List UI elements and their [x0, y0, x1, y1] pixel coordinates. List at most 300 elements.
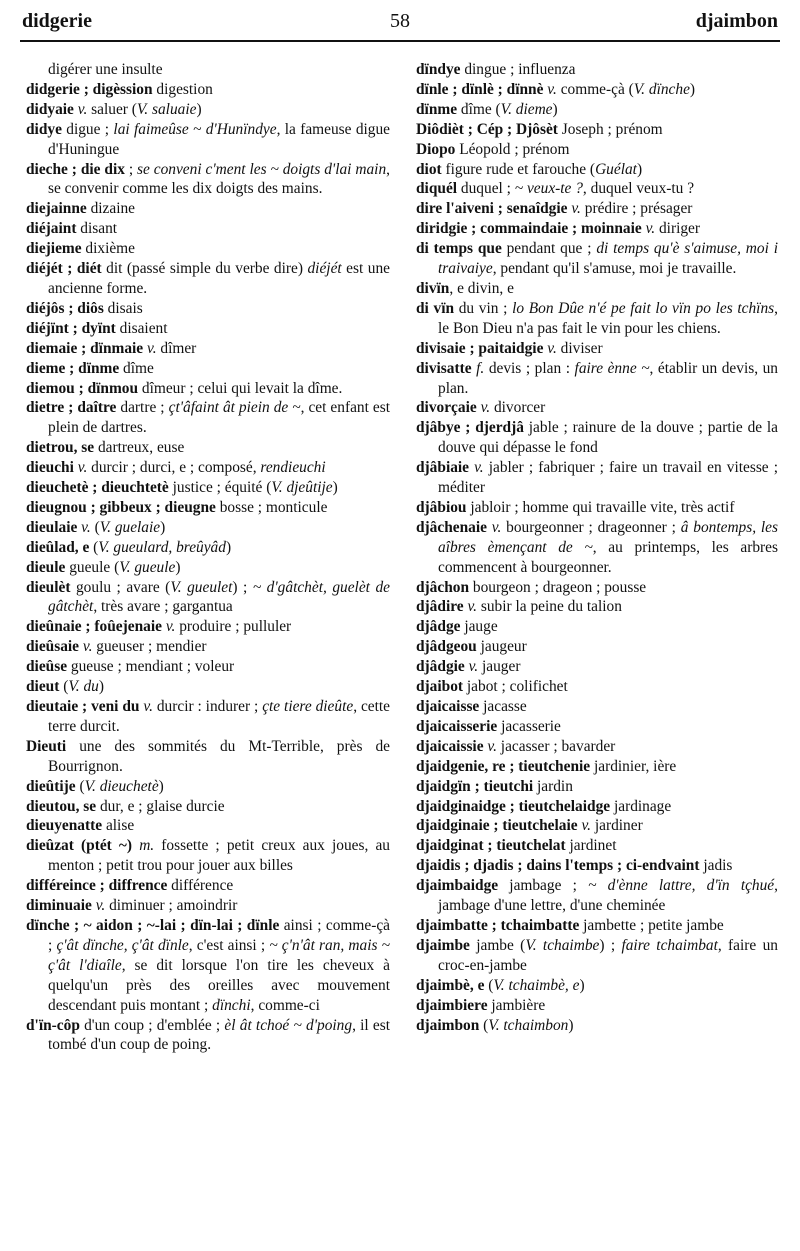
dictionary-entry: [416, 936, 778, 976]
dictionary-entry: [26, 1016, 390, 1056]
headword: djaimbon: [416, 1016, 480, 1034]
example-text: V. gueulard, breûyâd: [98, 538, 226, 556]
dictionary-entry: [416, 498, 778, 518]
dictionary-entry: [26, 578, 390, 618]
definition-text: ) ;: [232, 578, 253, 596]
dictionary-entry: [416, 597, 778, 617]
definition-text: diriger: [655, 220, 701, 238]
dictionary-entry: [416, 359, 778, 399]
definition-text: différence: [167, 877, 234, 895]
dictionary-entry: [26, 219, 390, 239]
definition-text: , e divin, e: [449, 279, 514, 297]
left-column: [26, 60, 390, 1055]
definition-text: est une ancienne forme.: [48, 260, 390, 297]
headword: dieulaie: [26, 518, 78, 536]
headword: diéjïnt ; dyïnt: [26, 319, 116, 337]
example-text: v.: [95, 897, 106, 915]
header-last-word: djaimbon: [695, 10, 778, 32]
dictionary-entry: [416, 876, 778, 916]
example-text: V. du: [68, 678, 99, 696]
definition-text: ): [158, 777, 164, 795]
definition-text: divorcer: [490, 399, 546, 417]
definition-text: bourgeon ; drageon ; pousse: [469, 578, 647, 596]
definition-text: (: [484, 976, 494, 994]
example-text: v.: [547, 339, 557, 357]
headword: dieûtije: [26, 777, 76, 795]
definition-text: gueuse ; mendiant ; voleur: [67, 658, 235, 676]
dictionary-entry: [26, 339, 390, 359]
page-header: [22, 10, 778, 38]
dictionary-entry: [416, 239, 778, 279]
headword: djâdge: [416, 618, 461, 636]
definition-text: , établir un devis, un plan.: [438, 359, 778, 397]
definition-text: Joseph ; prénom: [557, 120, 663, 138]
headword: dieut: [26, 678, 60, 696]
definition-text: , duquel veux-tu ?: [582, 180, 695, 198]
dictionary-entry: [416, 836, 778, 856]
headword: dieugnou ; gibbeux ; dieugne: [26, 498, 216, 516]
definition-text: du vin ;: [454, 299, 513, 317]
headword: djaicaissie: [416, 737, 484, 755]
headword: djaimbe: [416, 936, 470, 954]
definition-text: disaient: [115, 319, 168, 337]
definition-text: , se convenir comme les dix doigts des mains.: [48, 160, 390, 198]
example-text: v.: [77, 459, 88, 477]
right-column: [416, 60, 778, 1035]
headword: djaidgenie, re ; tieutchenie: [416, 757, 591, 775]
dictionary-entry: [416, 339, 778, 359]
example-text: v.: [468, 658, 479, 676]
definition-text: subir la peine du talion: [477, 598, 622, 616]
definition-text: d'un coup ; d'emblée ;: [79, 1016, 225, 1034]
example-text: v.: [491, 518, 502, 536]
definition-text: jacasse: [479, 698, 527, 715]
dictionary-entry: [416, 199, 778, 219]
dictionary-entry: [26, 558, 390, 578]
headword: djâbiou: [416, 498, 467, 516]
dictionary-entry: [416, 120, 778, 140]
example-text: se conveni c'ment les ~ doigts d'lai main: [137, 160, 387, 178]
definition-text: dit (passé simple du verbe dire): [101, 260, 308, 278]
headword: djâchon: [416, 578, 470, 596]
definition-text: , pendant qu'il s'amuse, moi je travaille.: [492, 260, 737, 278]
definition-text: jadis: [699, 857, 733, 875]
dictionary-entry: [416, 617, 778, 637]
dictionary-entry: [416, 717, 778, 737]
headword: djâdgie: [416, 658, 465, 676]
example-text: v.: [487, 737, 497, 755]
definition-text: jauge: [460, 618, 498, 636]
dictionary-entry: [26, 398, 390, 438]
headword: dieutaie ; veni du: [26, 698, 140, 715]
headword: dieûse: [26, 658, 68, 676]
definition-text: ): [160, 518, 166, 536]
definition-text: jaugeur: [476, 638, 527, 656]
example-text: V. djeûtije: [271, 479, 333, 497]
headword: di vïn: [416, 299, 455, 317]
definition-text: jambe (: [469, 936, 526, 954]
headword: didyaie: [26, 100, 74, 118]
example-text: v.: [645, 220, 656, 238]
definition-text: jambage ;: [498, 877, 589, 895]
headword: Dieuti: [26, 737, 67, 755]
headword: dieme ; dïnme: [26, 359, 120, 377]
dictionary-entry: [26, 538, 390, 558]
definition-text: digérer une insulte: [48, 61, 163, 78]
definition-text: ;: [124, 160, 138, 178]
definition-text: durcir : indurer ;: [152, 698, 263, 715]
dictionary-entry: [26, 199, 390, 219]
dictionary-entry: [26, 876, 390, 896]
definition-text: jacasserie: [497, 717, 561, 735]
page-number: 58: [390, 10, 410, 32]
definition-text: saluer (: [87, 100, 137, 118]
dictionary-entry: [416, 80, 778, 100]
headword: divisatte: [416, 359, 472, 377]
headword: dire l'aiveni ; senaîdgie: [416, 200, 568, 218]
definition-text: , il est tombé d'un coup de poing.: [48, 1016, 390, 1054]
definition-text: (: [479, 1016, 489, 1034]
definition-text: alise: [102, 817, 135, 835]
example-text: ~ veux-te ?: [514, 180, 583, 198]
headword: dieuchetè ; dieuchtetè: [26, 479, 169, 497]
headword: di temps que: [416, 240, 502, 258]
definition-text: durcir ; durci, e ; composé,: [87, 459, 261, 477]
dictionary-entry: [416, 578, 778, 598]
definition-text: ): [225, 538, 232, 556]
dictionary-entry: [26, 836, 390, 876]
definition-text: , au printemps, les arbres commencent à bourgeonner.: [438, 538, 778, 576]
headword: didye: [26, 120, 62, 138]
headword: djâdire: [416, 598, 464, 616]
definition-text: bosse ; monticule: [215, 498, 328, 516]
definition-text: , faire un croc-en-jambe: [438, 936, 778, 974]
dictionary-entry: [416, 100, 778, 120]
definition-text: digestion: [152, 80, 213, 98]
dictionary-entry: [26, 697, 390, 737]
dictionary-entry: [416, 60, 778, 80]
definition-text: diminuer ; amoindrir: [105, 897, 238, 915]
dictionary-entry: [26, 916, 390, 1016]
example-text: V. dieuchetè: [84, 777, 159, 795]
definition-text: ): [579, 976, 585, 994]
example-text: dïnchi: [212, 996, 251, 1014]
definition-text: dur, e ; glaise durcie: [96, 797, 225, 815]
definition-text: duquel ;: [457, 180, 515, 198]
definition-text: ): [175, 558, 181, 576]
definition-text: , comme-ci: [250, 996, 320, 1014]
definition-text: figure rude et farouche (: [441, 160, 596, 178]
headword: djaimbatte ; tchaimbatte: [416, 916, 580, 934]
dictionary-entry: [26, 657, 390, 677]
definition-text: ): [196, 100, 202, 118]
dictionary-entry: [416, 458, 778, 498]
dictionary-entry: [26, 299, 390, 319]
headword: dieûsaie: [26, 638, 80, 656]
example-text: v.: [82, 638, 93, 656]
headword: djaicaisserie: [416, 717, 498, 735]
example-text: v.: [474, 459, 484, 477]
definition-text: ): [552, 100, 558, 118]
dictionary-entry: [26, 319, 390, 339]
definition-text: , cette terre durcit.: [48, 698, 390, 735]
definition-text: jardinier, ière: [590, 757, 677, 775]
definition-text: ): [98, 678, 104, 696]
example-text: çt'âfaint ât piein de ~: [168, 399, 301, 417]
headword: djaimbaidge: [416, 877, 499, 895]
example-text: f.: [476, 359, 485, 377]
headword: dieûlad, e: [26, 538, 90, 556]
dictionary-entry: [26, 498, 390, 518]
headword: dieche ; die dix: [26, 160, 125, 178]
example-text: v.: [581, 817, 591, 835]
headword: djaidginaidge ; tieutchelaidge: [416, 797, 611, 815]
example-text: lo Bon Dûe n'é pe fait lo vïn po les tchïns: [512, 299, 775, 317]
dictionary-entry: [416, 518, 778, 578]
dictionary-entry: [26, 797, 390, 817]
dictionary-entry: [26, 80, 390, 100]
headword: diridgie ; commaindaie ; moinnaie: [416, 220, 642, 238]
definition-text: devis ; plan :: [484, 359, 575, 377]
example-text: V. gueule: [119, 558, 176, 576]
definition-text: ): [568, 1016, 574, 1034]
headword: djâchenaie: [416, 518, 487, 536]
dictionary-entry: [26, 677, 390, 697]
dictionary-entry: [26, 120, 390, 160]
example-text: V. gueulet: [170, 578, 233, 596]
dictionary-entry: [416, 916, 778, 936]
dictionary-entry: [26, 518, 390, 538]
example-text: faire ènne ~: [574, 359, 650, 377]
dictionary-entry: [416, 637, 778, 657]
definition-text: ): [689, 80, 696, 98]
definition-text: fossette ; petit creux aux joues, au menton ; petit trou pour jouer aux billes: [48, 837, 390, 875]
headword: djâdgeou: [416, 638, 477, 656]
dictionary-entry: [26, 239, 390, 259]
example-text: ç'ât dïnche, ç'ât dïnle: [56, 936, 189, 954]
headword: diejieme: [26, 240, 82, 258]
dictionary-entry: [416, 677, 778, 697]
definition-text: (: [59, 678, 69, 696]
dictionary-entry: [416, 816, 778, 836]
dictionary-entry: [26, 896, 390, 916]
definition-text: jambette ; petite jambe: [579, 916, 724, 934]
headword: différeince ; diffrence: [26, 877, 168, 895]
headword: dieuchi: [26, 459, 74, 477]
definition-text: dîme: [119, 359, 154, 377]
definition-text: jambière: [487, 996, 546, 1014]
headword: diéjét ; diét: [26, 260, 102, 278]
dictionary-entry: [26, 259, 390, 299]
definition-text: jable ; rainure de la douve ; partie de la douve qui dépasse le fond: [438, 419, 779, 457]
dictionary-entry: [416, 398, 778, 418]
definition-text: diviser: [556, 339, 603, 357]
headword: didgerie ; digèssion: [26, 80, 153, 98]
dictionary-entry: [416, 299, 778, 339]
example-text: V. dïnche: [633, 80, 690, 98]
headword: dieûzat (ptét ~): [26, 837, 133, 855]
definition-text: dartreux, euse: [94, 439, 185, 457]
example-text: Guélat: [595, 160, 637, 178]
definition-text: disais: [103, 299, 143, 317]
example-text: èl ât tchoé ~ d'poing: [224, 1016, 353, 1034]
definition-text: (: [90, 518, 100, 536]
definition-text: ): [636, 160, 643, 178]
example-text: V. tchaimbon: [488, 1016, 569, 1034]
example-text: faire tchaimbat: [621, 936, 718, 954]
definition-text: , c'est ainsi ;: [188, 936, 270, 954]
dictionary-entry: [26, 379, 390, 399]
headword: Diôdièt ; Cép ; Djôsèt: [416, 120, 558, 138]
headword: dieuyenatte: [26, 817, 103, 835]
example-text: V. saluaie: [136, 100, 197, 118]
definition-text: Léopold ; prénom: [455, 140, 570, 158]
example-text: v.: [571, 200, 581, 218]
dictionary-entry: [416, 657, 778, 677]
headword: divorçaie: [416, 399, 477, 417]
dictionary-entry: [416, 160, 778, 180]
definition-text: (: [89, 538, 99, 556]
headword: diéjôs ; diôs: [26, 299, 104, 317]
headword: diquél: [416, 180, 458, 198]
headword: diot: [416, 160, 442, 178]
headword: djaimbè, e: [416, 976, 485, 994]
definition-text: ): [332, 479, 338, 497]
dictionary-entry: [26, 816, 390, 836]
example-text: rendieuchi: [260, 459, 326, 477]
dictionary-entry: [26, 438, 390, 458]
headword: d'ïn-côp: [26, 1016, 80, 1034]
definition-text: dîmeur ; celui qui levait la dîme.: [138, 379, 343, 397]
headword: divisaie ; paitaidgie: [416, 339, 544, 357]
headword: djaicaisse: [416, 698, 480, 715]
headword: djaidginat ; tieutchelat: [416, 837, 566, 855]
definition-text: jardinet: [565, 837, 617, 855]
headword: djaimbiere: [416, 996, 488, 1014]
example-text: V. guelaie: [99, 518, 161, 536]
dictionary-entry: [416, 996, 778, 1016]
definition-text: ) ;: [599, 936, 622, 954]
definition-text: dingue ; influenza: [460, 61, 576, 78]
definition-text: bourgeonner ; drageonner ;: [501, 518, 681, 536]
dictionary-entry: [26, 637, 390, 657]
headword: dieûnaie ; foûejenaie: [26, 618, 162, 636]
example-text: ~ ç'n'ât ran, mais ~ ç'ât l'diaîle: [48, 936, 390, 974]
headword: djaidgïn ; tieutchi: [416, 777, 534, 795]
example-text: çte tiere dieûte: [262, 698, 354, 715]
continued-entry: [26, 60, 390, 80]
dictionary-entry: [26, 100, 390, 120]
definition-text: prédire ; présager: [580, 200, 693, 218]
headword: dietre ; daître: [26, 399, 117, 417]
definition-text: , cet enfant est plein de dartres.: [48, 399, 390, 437]
example-text: diéjét: [307, 260, 342, 278]
example-text: V. tchaimbè, e: [493, 976, 580, 994]
dictionary-entry: [26, 777, 390, 797]
example-text: v.: [467, 598, 478, 616]
headword: djaidis ; djadis ; dains l'temps ; ci-endvaint: [416, 857, 700, 875]
dictionary-entry: [416, 140, 778, 160]
example-text: â bontemps, les aîbres èmençant de ~: [438, 518, 779, 556]
definition-text: jabloir ; homme qui travaille vite, très actif: [466, 498, 735, 516]
definition-text: , se dit lorsque l'on tire les cheveux à quelqu'un près des oreilles avec mouvement descendant puis montant ;: [48, 956, 390, 1014]
headword: dieutou, se: [26, 797, 97, 815]
example-text: v.: [547, 80, 557, 98]
dictionary-entry: [26, 478, 390, 498]
dictionary-entry: [416, 179, 778, 199]
headword: diemou ; dïnmou: [26, 379, 139, 397]
example-text: m.: [139, 837, 155, 855]
headword: dïnle ; dïnlè ; dïnnè: [416, 80, 544, 98]
dictionary-entry: [416, 797, 778, 817]
dictionary-entry: [416, 279, 778, 299]
headword: Diopo: [416, 140, 456, 158]
example-text: v.: [165, 618, 176, 636]
headword: dieule: [26, 558, 66, 576]
definition-text: jabot ; colifichet: [463, 678, 568, 696]
definition-text: jabler ; fabriquer ; faire un travail en vitesse ; méditer: [438, 459, 778, 497]
dictionary-entry: [26, 160, 390, 200]
dictionary-entry: [416, 737, 778, 757]
example-text: v.: [480, 399, 491, 417]
dictionary-entry: [416, 757, 778, 777]
definition-text: jardiner: [591, 817, 643, 835]
example-text: v.: [147, 339, 157, 357]
definition-text: jardin: [533, 777, 573, 795]
headword: dïnme: [416, 100, 458, 118]
headword: djaidginaie ; tieutchelaie: [416, 817, 578, 835]
dictionary-entry: [416, 418, 778, 458]
definition-text: pendant que ;: [501, 240, 597, 258]
dictionary-entry: [416, 856, 778, 876]
example-text: V. tchaimbe: [525, 936, 600, 954]
definition-text: , jambage d'une lettre, d'une cheminée: [438, 877, 779, 915]
definition-text: (: [75, 777, 85, 795]
dictionary-entry: [26, 617, 390, 637]
definition-text: dartre ;: [116, 399, 169, 417]
definition-text: gueule (: [65, 558, 120, 576]
example-text: v.: [77, 100, 88, 118]
headword: diminuaie: [26, 897, 92, 915]
example-text: V. dieme: [500, 100, 553, 118]
headword: divïn: [416, 279, 450, 297]
headword: djaibot: [416, 678, 464, 696]
definition-text: justice ; équité (: [168, 479, 272, 497]
dictionary-entry: [416, 697, 778, 717]
headword: diejainne: [26, 200, 87, 218]
definition-text: goulu ; avare (: [70, 578, 171, 596]
dictionary-entry: [26, 458, 390, 478]
example-text: lai faimeûse ~ d'Hunïndye: [113, 120, 277, 138]
dictionary-entry: [416, 976, 778, 996]
definition-text: , très avare ; gargantua: [93, 598, 233, 616]
definition-text: disant: [76, 220, 118, 238]
definition-text: jacasser ; bavarder: [496, 737, 616, 755]
headword: diemaie ; dïnmaie: [26, 339, 144, 357]
headword: dïnche ; ~ aidon ; ~-lai ; dïn-lai ; dïnle: [26, 916, 280, 934]
example-text: v.: [81, 518, 91, 536]
definition-text: , la fameuse digue d'Huningue: [48, 120, 391, 158]
definition-text: , le Bon Dieu n'a pas fait le vin pour les chiens.: [438, 299, 778, 337]
headword: djâbye ; djerdjâ: [416, 419, 524, 437]
header-rule: [20, 40, 780, 42]
dictionary-entry: [416, 1016, 778, 1036]
headword: dieulèt: [26, 578, 71, 596]
example-text: ~ d'ènne lattre, d'ïn tçhué: [588, 877, 775, 895]
headword: djâbiaie: [416, 459, 470, 477]
definition-text: comme-çà (: [556, 80, 634, 98]
dictionary-entry: [26, 359, 390, 379]
